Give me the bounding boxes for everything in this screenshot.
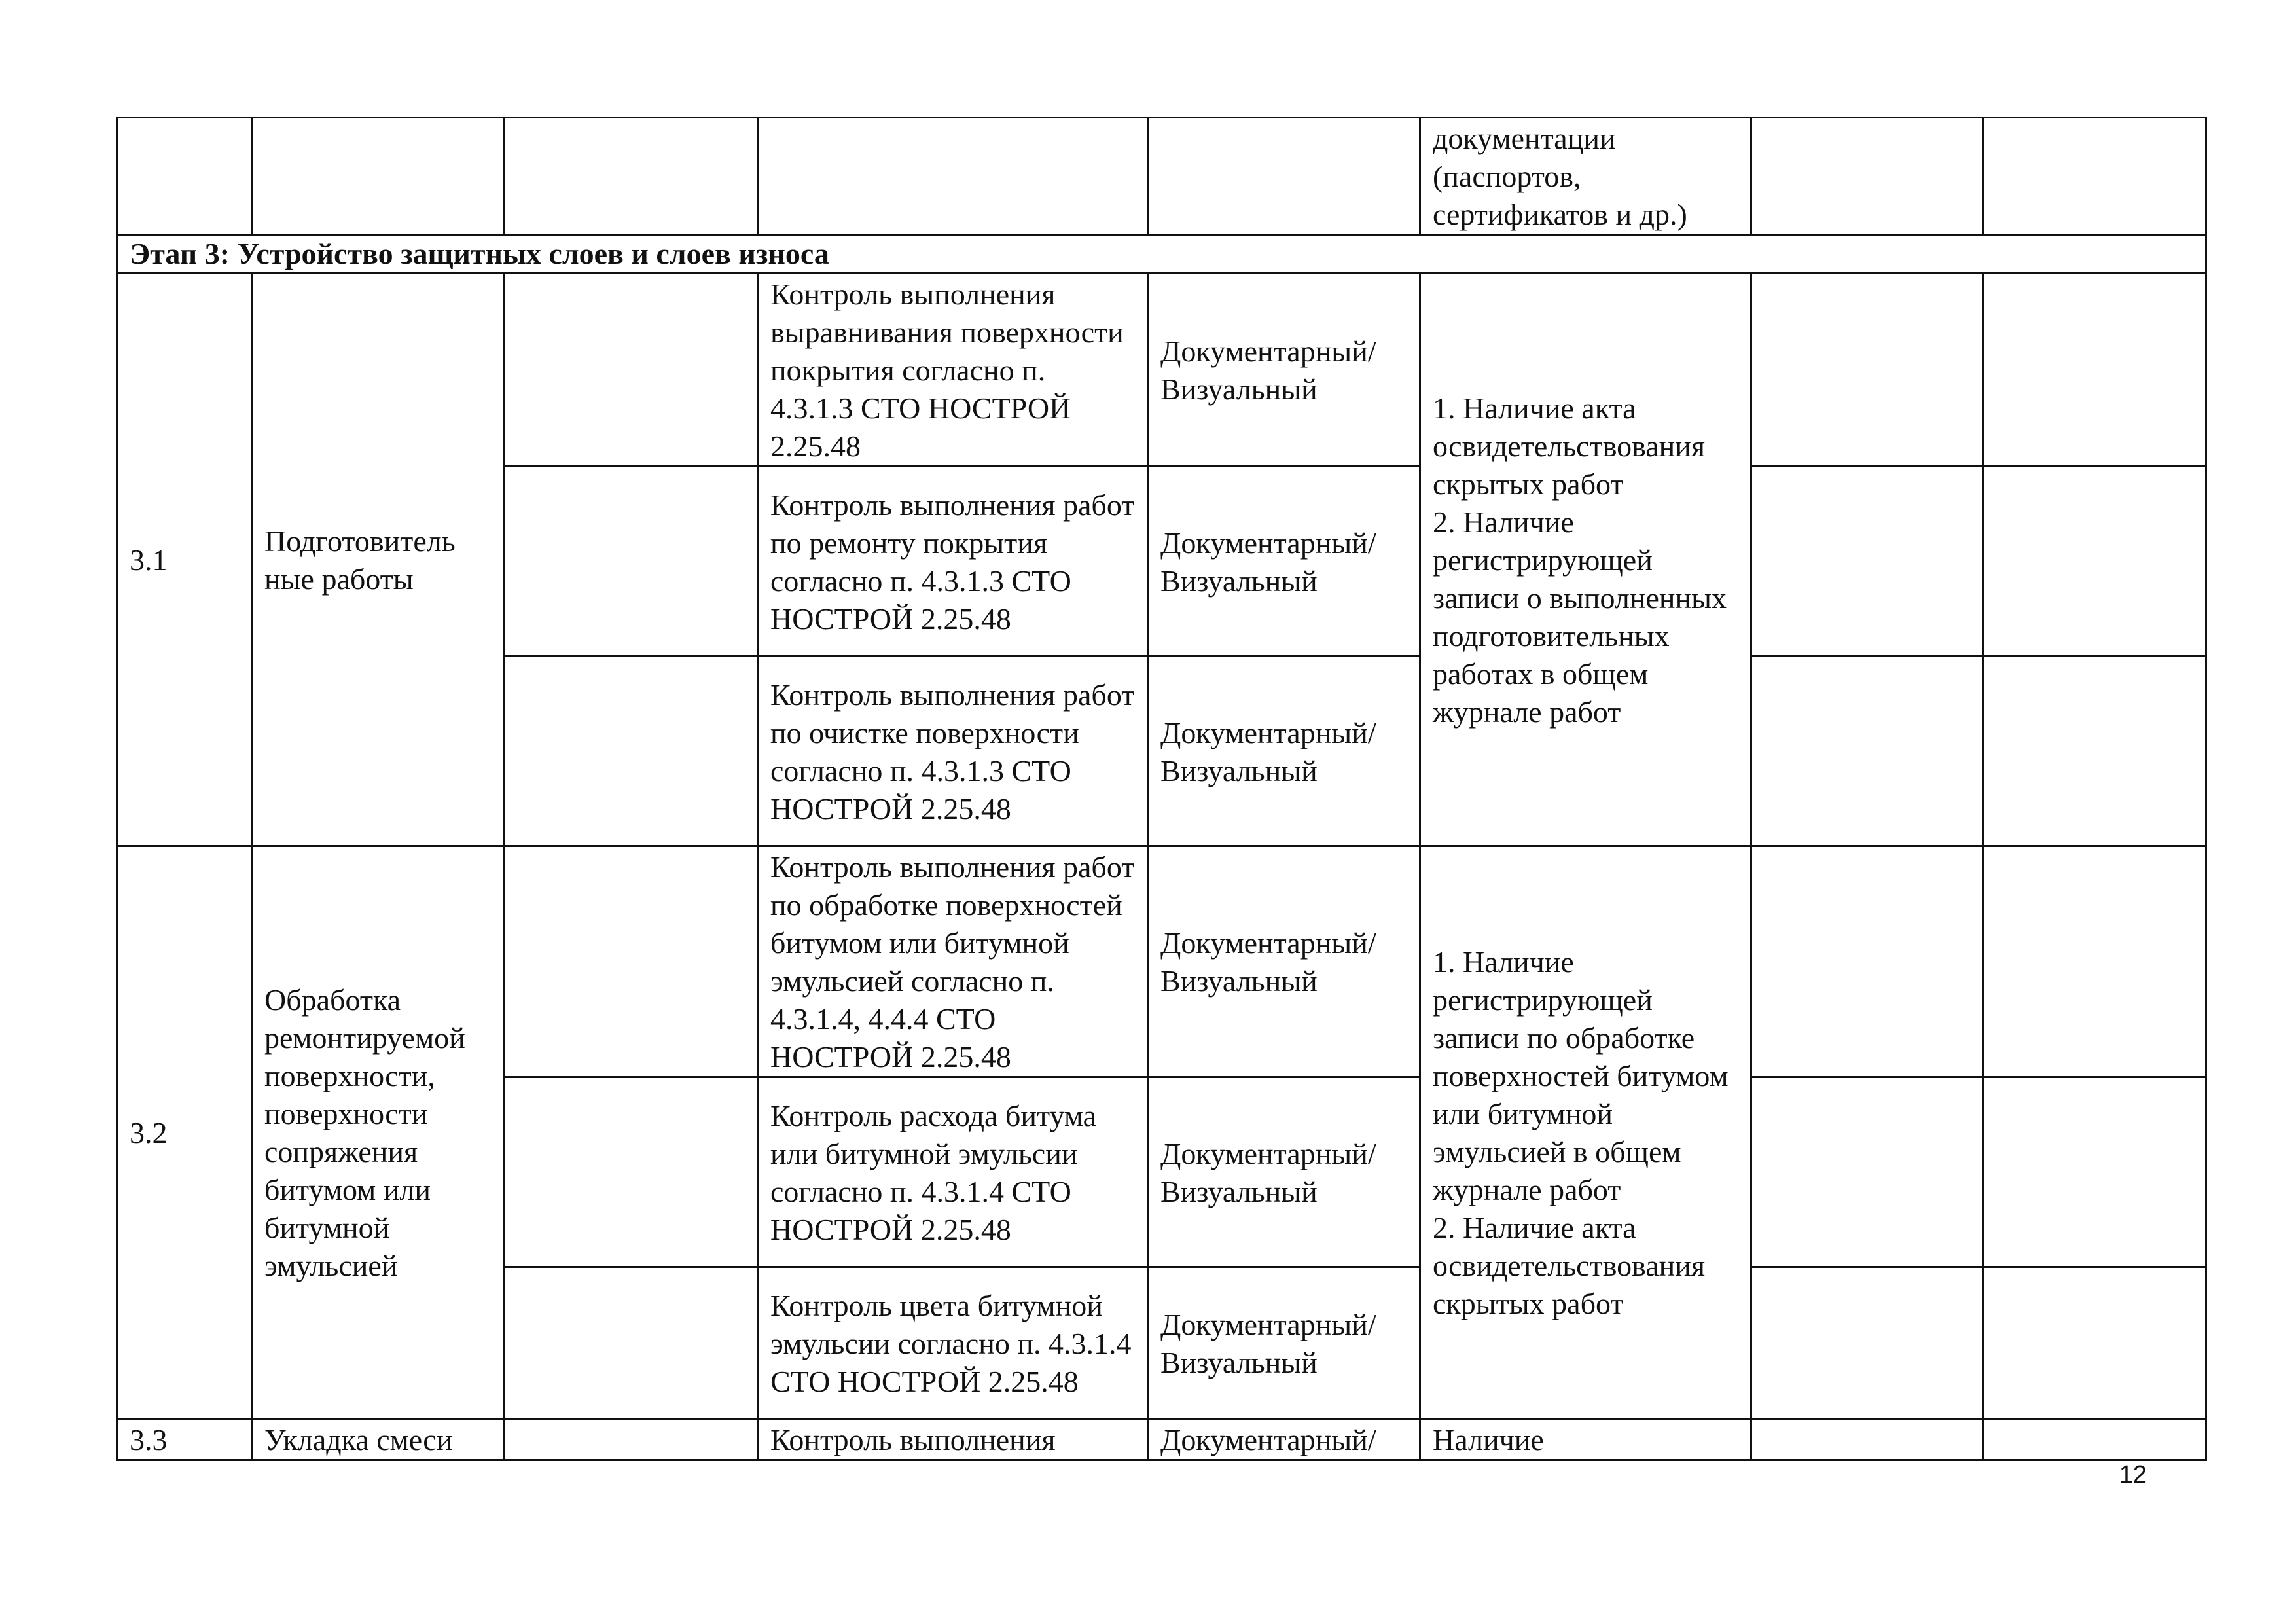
docs-cell: документации (паспортов, сертификатов и др.) [1420,118,1751,235]
cell-empty [505,274,758,467]
control-method: Документарный/ [1148,1419,1420,1460]
cell-empty [1984,274,2206,467]
control-method: Документарный/ Визуальный [1148,1267,1420,1419]
control-method: Документарный/ Визуальный [1148,846,1420,1077]
stage-header-row [117,235,2206,274]
control-method: Документарный/ Визуальный [1148,467,1420,657]
control-description: Контроль выполнения работ по очистке поверхности согласно п. 4.3.1.3 СТО НОСТРОЙ 2.25.48 [758,657,1148,846]
docs-requirement: Наличие [1420,1419,1751,1460]
cell-empty [1984,1267,2206,1419]
table-row [117,274,2206,467]
continuation-row [117,118,2206,235]
work-name: Подготовитель ные работы [252,274,505,846]
cell-empty [758,118,1148,235]
table-row [117,1419,2206,1460]
table-row [117,846,2206,1077]
cell-empty [117,118,252,235]
cell-empty [505,657,758,846]
control-description: Контроль расхода битума или битумной эмульсии согласно п. 4.3.1.4 СТО НОСТРОЙ 2.25.48 [758,1077,1148,1267]
cell-empty [1984,657,2206,846]
cell-empty [1984,467,2206,657]
control-method: Документарный/ Визуальный [1148,274,1420,467]
cell-empty [1751,274,1984,467]
cell-empty [1984,1419,2206,1460]
item-number: 3.2 [117,846,252,1419]
cell-empty [252,118,505,235]
control-method: Документарный/ Визуальный [1148,657,1420,846]
cell-empty [505,467,758,657]
control-description: Контроль цвета битумной эмульсии согласно п. 4.3.1.4 СТО НОСТРОЙ 2.25.48 [758,1267,1148,1419]
docs-requirement: 1. Наличие регистрирующей записи по обработке поверхностей битумом или битумной эмульсией в общем журнале работ 2. Наличие акта освидетельствования скрытых работ [1420,846,1751,1419]
cell-empty [1984,846,2206,1077]
docs-requirement: 1. Наличие акта освидетельствования скрытых работ 2. Наличие регистрирующей записи о выполненных подготовительных работах в общем журнале работ [1420,274,1751,846]
control-description: Контроль выполнения работ по ремонту покрытия согласно п. 4.3.1.3 СТО НОСТРОЙ 2.25.48 [758,467,1148,657]
cell-empty [505,1267,758,1419]
item-number: 3.1 [117,274,252,846]
cell-empty [1751,467,1984,657]
cell-empty [1751,1419,1984,1460]
inspection-table [116,117,2207,1461]
stage-title: Этап 3: Устройство защитных слоев и слоев износа [117,235,2206,274]
cell-empty [1751,846,1984,1077]
control-description: Контроль выполнения работ по обработке поверхностей битумом или битумной эмульсией согласно п. 4.3.1.4, 4.4.4 СТО НОСТРОЙ 2.25.48 [758,846,1148,1077]
cell-empty [1984,118,2206,235]
cell-empty [1148,118,1420,235]
cell-empty [1984,1077,2206,1267]
control-method: Документарный/ Визуальный [1148,1077,1420,1267]
control-description: Контроль выполнения [758,1419,1148,1460]
cell-empty [1751,1267,1984,1419]
item-number: 3.3 [117,1419,252,1460]
page-number: 12 [2119,1461,2147,1489]
cell-empty [505,846,758,1077]
work-name: Укладка смеси [252,1419,505,1460]
cell-empty [1751,118,1984,235]
cell-empty [505,118,758,235]
work-name: Обработка ремонтируемой поверхности, поверхности сопряжения битумом или битумной эмульсией [252,846,505,1419]
cell-empty [1751,1077,1984,1267]
cell-empty [505,1077,758,1267]
cell-empty [1751,657,1984,846]
cell-empty [505,1419,758,1460]
control-description: Контроль выполнения выравнивания поверхности покрытия согласно п. 4.3.1.3 СТО НОСТРОЙ 2.25.48 [758,274,1148,467]
